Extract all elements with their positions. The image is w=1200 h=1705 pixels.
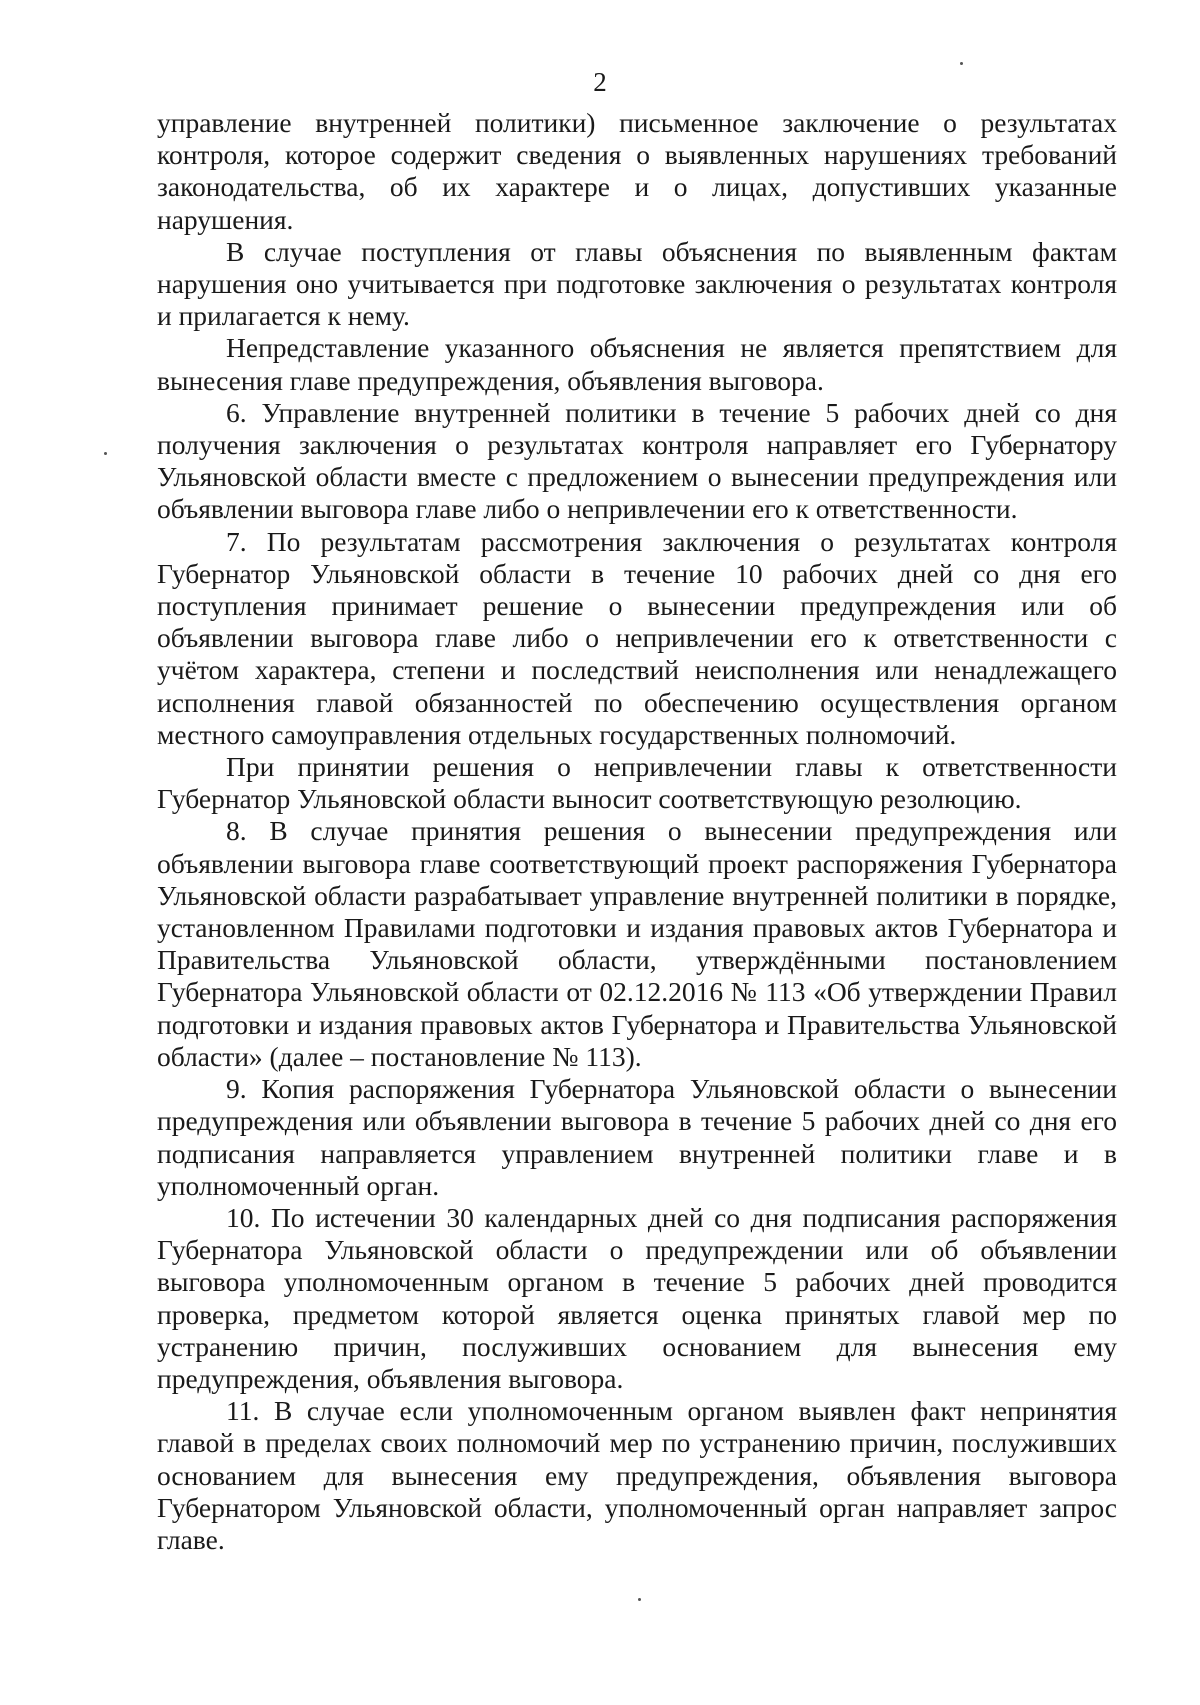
page-number: 2: [593, 67, 607, 97]
document-body: [157, 107, 1117, 1556]
paragraph-item-10: 10. По истечении 30 календарных дней со дня подписания распоряжения Губернатора Ульяновской области о предупреждении или об объявлении выговора уполномоченным органом в течение 5 рабочих дней проводится проверка, предметом которой является оценка принятых главой мер по устранению причин, послуживших основанием для вынесения ему предупреждения, объявления выговора.: [157, 1201, 1117, 1394]
paragraph-continuation: управление внутренней политики) письменное заключение о результатах контроля, которое содержит сведения о выявленных нарушениях требований законодательства, об их характере и о лицах, допустивших указанные нарушения.: [157, 107, 1117, 235]
paragraph-item-9: 9. Копия распоряжения Губернатора Ульяновской области о вынесении предупреждения или объявлении выговора в течение 5 рабочих дней со дня его подписания направляется управлением внутренней политики главе и в уполномоченный орган.: [157, 1073, 1117, 1201]
paragraph-resolution: При принятии решения о непривлечении главы к ответственности Губернатор Ульяновской области выносит соответствующую резолюцию.: [157, 751, 1117, 815]
paragraph-item-6: 6. Управление внутренней политики в течение 5 рабочих дней со дня получения заключения о результатах контроля направляет его Губернатору Ульяновской области вместе с предложением о вынесении предупреждения или объявлении выговора главе либо о непривлечении его к ответственности.: [157, 396, 1117, 525]
paragraph-explanation: В случае поступления от главы объяснения по выявленным фактам нарушения оно учитывается при подготовке заключения о результатах контроля и прилагается к нему.: [157, 235, 1117, 332]
paragraph-non-submission: Непредставление указанного объяснения не является препятствием для вынесения главе предупреждения, объявления выговора.: [157, 332, 1117, 396]
scan-speck: [960, 62, 963, 65]
scan-speck: [638, 1598, 641, 1601]
scan-speck: [104, 452, 107, 455]
paragraph-item-11: 11. В случае если уполномоченным органом выявлен факт непринятия главой в пределах своих полномочий мер по устранению причин, послуживших основанием для вынесения ему предупреждения, объявления выговора Губернатором Ульяновской области, уполномоченный орган направляет запрос главе.: [157, 1395, 1117, 1555]
paragraph-item-7: 7. По результатам рассмотрения заключения о результатах контроля Губернатор Ульяновской области в течение 10 рабочих дней со дня его поступления принимает решение о вынесении предупреждения или об объявлении выговора главе либо о непривлечении его к ответственности с учётом характера, степени и последствий неисполнения или ненадлежащего исполнения главой обязанностей по обеспечению осуществления органом местного самоуправления отдельных государственных полномочий.: [157, 525, 1117, 750]
paragraph-item-8: 8. В случае принятия решения о вынесении предупреждения или объявлении выговора главе соответствующий проект распоряжения Губернатора Ульяновской области разрабатывает управление внутренней политики в порядке, установленном Правилами подготовки и издания правовых актов Губернатора и Правительства Ульяновской области, утверждёнными постановлением Губернатора Ульяновской области от 02.12.2016 № 113 «Об утверждении Правил подготовки и издания правовых актов Губернатора и Правительства Ульяновской области» (далее – постановление № 113).: [157, 815, 1117, 1072]
